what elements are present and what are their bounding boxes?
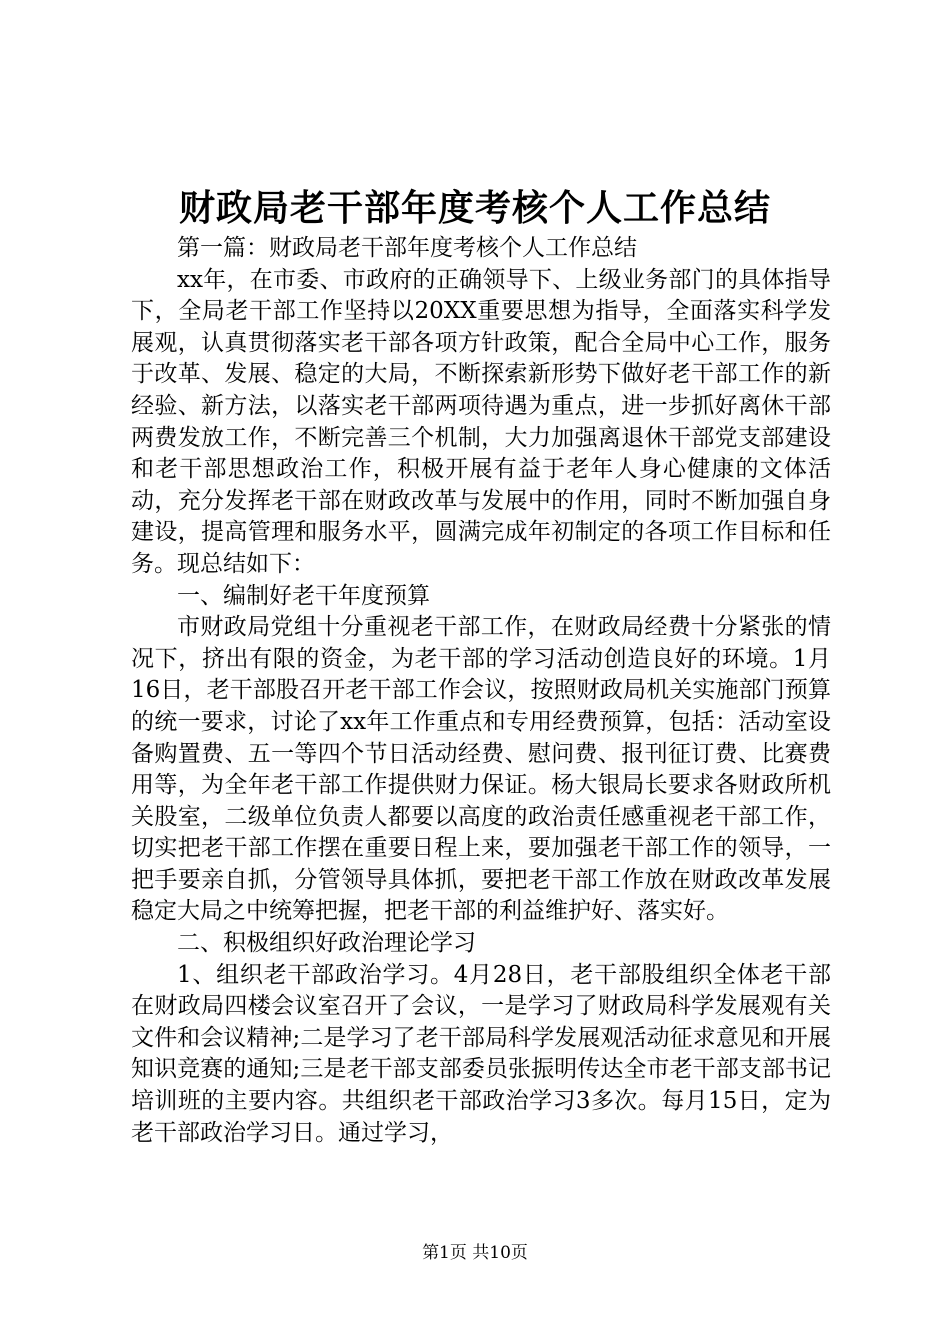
section-heading: 第一篇：财政局老干部年度考核个人工作总结 <box>177 235 637 261</box>
section-heading: 一、编制好老干年度预算 <box>177 582 430 609</box>
body-paragraph: 1、组织老干部政治学习。4月28日，老干部股组织全体老干部在财政局四楼会议室召开了会议，一是学习了财政局科学发展观有关文件和会议精神;二是学习了老干部局科学发展观活动征求意见和开展知识竞赛的通知;三是老干部支部委员张振明传达全市老干部支部书记培训班的主要内容。共组织老干部政治学习3多次。每月15日，定为老干部政治学习日。通过学习， <box>131 961 831 1146</box>
section-heading: 二、积极组织好政治理论学习 <box>177 930 476 957</box>
document-body <box>131 233 831 1149</box>
page-title: 财政局老干部年度考核个人工作总结 <box>178 187 771 229</box>
body-paragraph: xx年，在市委、市政府的正确领导下、上级业务部门的具体指导下，全局老干部工作坚持以20XX重要思想为指导，全面落实科学发展观，认真贯彻落实老干部各项方针政策，配合全局中心工作，服务于改革、发展、稳定的大局，不断探索新形势下做好老干部工作的新经验、新方法，以落实老干部两项待遇为重点，进一步抓好离休干部两费发放工作，不断完善三个机制，大力加强离退休干部党支部建设和老干部思想政治工作，积极开展有益于老年人身心健康的文体活动，充分发挥老干部在财政改革与发展中的作用，同时不断加强自身建设，提高管理和服务水平，圆满完成年初制定的各项工作目标和任务。现总结如下： <box>131 266 831 577</box>
body-paragraph: 市财政局党组十分重视老干部工作，在财政局经费十分紧张的情况下，挤出有限的资金，为老干部的学习活动创造良好的环境。1月16日，老干部股召开老干部工作会议，按照财政局机关实施部门预算的统一要求，讨论了xx年工作重点和专用经费预算，包括：活动室设备购置费、五一等四个节日活动经费、慰问费、报刊征订费、比赛费用等，为全年老干部工作提供财力保证。杨大银局长要求各财政所机关股室，二级单位负责人都要以高度的政治责任感重视老干部工作，切实把老干部工作摆在重要日程上来，要加强老干部工作的领导，一把手要亲自抓，分管领导具体抓，要把老干部工作放在财政改革发展稳定大局之中统筹把握，把老干部的利益维护好、落实好。 <box>131 614 831 925</box>
page-number-footer: 第1页 共10页 <box>422 1243 528 1263</box>
